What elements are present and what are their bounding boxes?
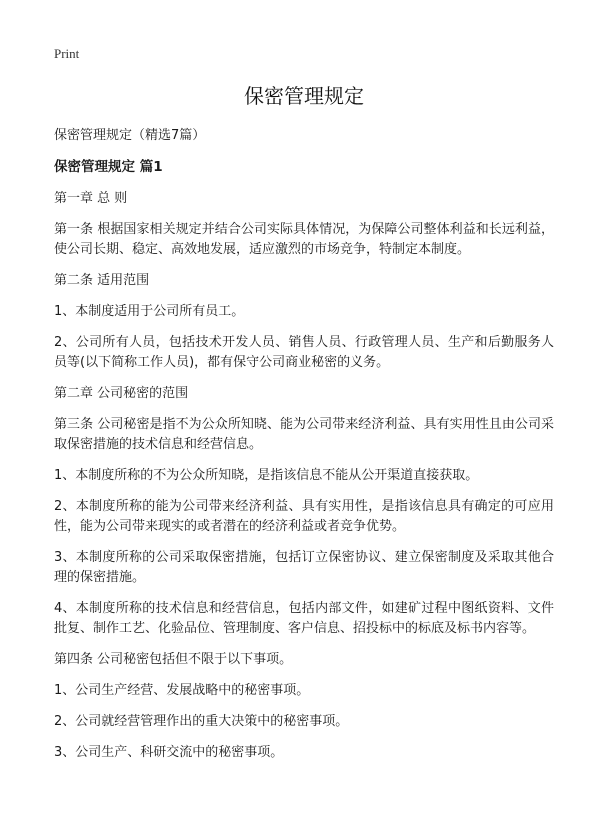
chapter-1-heading: 第一章 总 则: [54, 191, 128, 206]
article-3-item-4: 4、本制度所称的技术信息和经营信息，包括内部文件，如建矿过程中图纸资料、文件批复、制作工艺、化验品位、管理制度、客户信息、招投标中的标底及标书内容等。: [54, 601, 554, 636]
article-3-item-1: 1、本制度所称的不为公众所知晓，是指该信息不能从公开渠道直接获取。: [54, 468, 479, 483]
article-3-item-3: 3、本制度所称的公司采取保密措施，包括订立保密协议、建立保密制度及采取其他合理的保密措施。: [54, 550, 554, 585]
chapter-2-heading: 第二章 公司秘密的范围: [54, 386, 189, 401]
article-2-heading: 第二条 适用范围: [54, 273, 150, 288]
article-4-item-2: 2、公司就经营管理作出的重大决策中的秘密事项。: [54, 714, 349, 729]
article-2-item-1: 1、本制度适用于公司所有员工。: [54, 304, 245, 319]
document-body: [54, 80, 554, 774]
section-title: 保密管理规定 篇1: [54, 159, 163, 175]
article-3-item-2: 2、本制度所称的能为公司带来经济利益、具有实用性，是指该信息具有确定的可应用性，能为公司带来现实的或者潜在的经济利益或者竞争优势。: [54, 499, 554, 534]
article-4-item-1: 1、公司生产经营、发展战略中的秘密事项。: [54, 683, 310, 698]
article-3: 第三条 公司秘密是指不为公众所知晓、能为公司带来经济利益、具有实用性且由公司采取保密措施的技术信息和经营信息。: [54, 417, 554, 452]
print-label[interactable]: Print: [54, 46, 80, 61]
article-4-item-3: 3、公司生产、科研交流中的秘密事项。: [54, 745, 284, 760]
article-4: 第四条 公司秘密包括但不限于以下事项。: [54, 652, 293, 667]
article-2-item-2: 2、公司所有人员，包括技术开发人员、销售人员、行政管理人员、生产和后勤服务人员等(以下简称工作人员)，都有保守公司商业秘密的义务。: [54, 335, 554, 370]
document-subtitle: 保密管理规定（精选7篇）: [54, 128, 206, 143]
article-1: 第一条 根据国家相关规定并结合公司实际具体情况，为保障公司整体利益和长远利益，使公司长期、稳定、高效地发展，适应激烈的市场竞争，特制定本制度。: [54, 222, 554, 257]
document-title: 保密管理规定: [244, 84, 364, 108]
